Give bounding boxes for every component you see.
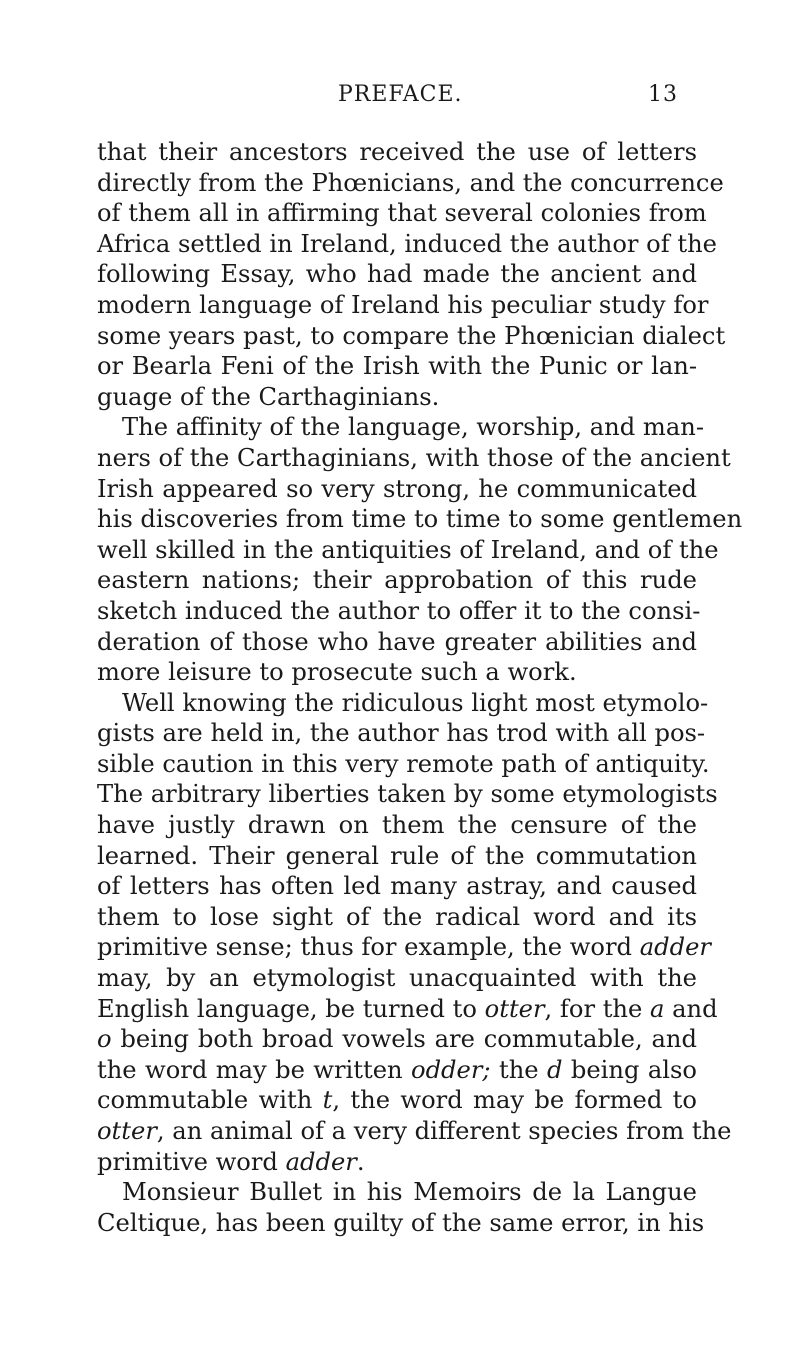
text-line [97,1085,697,1116]
italic-word: d [546,1055,563,1084]
text-line: that their ancestors received the use of letters [97,138,697,166]
text-line: may, by an etymologist unacquainted with the [97,964,697,993]
text-run: being also [570,1055,697,1084]
body-text [97,137,743,1238]
text-run: and [672,994,718,1023]
text-line: deration of those who have greater abilities and [97,627,697,656]
text-run: the [498,1055,539,1084]
text-line: modern language of Ireland his peculiar study for [97,290,709,319]
page-number: 13 [648,82,678,107]
text-line: sible caution in this very remote path of antiquity. [97,749,710,778]
text-line: more leisure to prosecute such a work. [97,658,577,687]
italic-word: otter [97,1117,157,1145]
text-line: Celtique, has been guilty of the same error, in his [97,1208,705,1237]
italic-word: t [322,1086,333,1115]
italic-word: o [97,1025,112,1054]
text-line: have justly drawn on them the censure of the [97,811,697,840]
text-line: of them all in affirming that several colonies from [97,199,707,228]
text-line: his discoveries from time to time to some gentlemen [97,505,743,534]
text-run: , the word may be formed to [332,1086,697,1115]
text-run: , for the [544,994,643,1023]
italic-word: adder [639,933,711,962]
italic-word: a [650,994,665,1023]
text-line: them to lose sight of the radical word and its [97,902,697,931]
text-line: Africa settled in Ireland, induced the author of the [97,229,717,258]
text-line: learned. Their general rule of the commutation [97,841,697,870]
text-run: being both broad vowels are commutable, and [120,1025,697,1054]
text-run: primitive sense; thus for example, the word [97,933,633,962]
text-line: gists are held in, the author has trod with all pos- [97,719,706,748]
text-run: primitive word [97,1147,278,1176]
text-line [97,1024,697,1055]
text-line: Monsieur Bullet in his Memoirs de la Langue [122,1178,697,1207]
text-line [97,932,711,963]
text-line: or Bearla Feni of the Irish with the Punic or lan- [97,352,697,381]
text-line: eastern nations; their approbation of this rude [97,566,697,595]
text-line [97,1055,697,1086]
text-run: commutable with [97,1086,313,1115]
text-line: Irish appeared so very strong, he communicated [97,474,697,503]
text-line [97,994,718,1025]
text-line: following Essay, who had made the ancient and [97,260,697,289]
text-line: well skilled in the antiquities of Ireland, and of the [97,535,719,564]
italic-word: adder [285,1147,357,1176]
text-run: English language, be turned to [97,994,477,1023]
text-line: The affinity of the language, worship, and man- [122,413,705,442]
italic-word: otter [484,994,545,1023]
running-head [0,82,800,122]
text-line: of letters has often led many astray, and caused [97,872,697,901]
text-line: some years past, to compare the Phœnician dialect [97,321,726,350]
text-run: the word may be written [97,1055,403,1084]
text-line: sketch induced the author to offer it to the consi- [97,596,701,625]
text-line [97,1147,697,1178]
text-run: , an animal of a very different species from the [156,1117,732,1145]
text-line: ners of the Carthaginians, with those of the ancient [97,443,731,472]
running-title: PREFACE. [338,82,463,107]
text-line: The arbitrary liberties taken by some etymologists [97,780,718,809]
text-line: Well knowing the ridiculous light most etymolo- [122,688,709,717]
text-line: directly from the Phœnicians, and the concurrence [97,168,724,197]
text-line: guage of the Carthaginians. [97,382,440,411]
text-line [97,1116,732,1147]
italic-word: odder; [411,1055,491,1084]
text-run: . [356,1147,365,1176]
